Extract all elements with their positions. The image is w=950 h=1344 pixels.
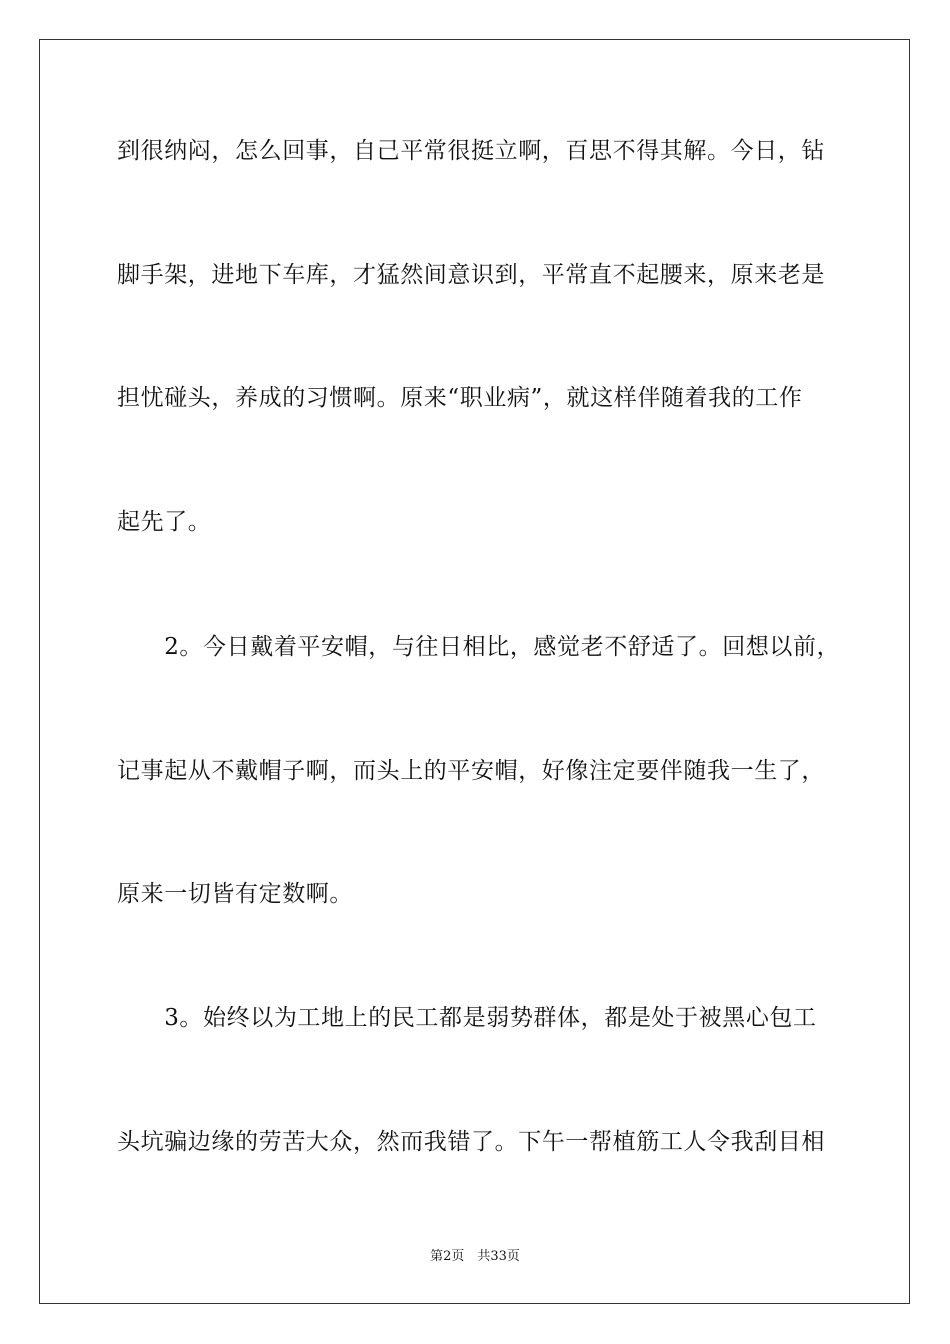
text-line-6: 记事起从不戴帽子啊，而头上的平安帽，好像注定要伴随我一生了， <box>117 758 825 784</box>
text-line-1: 到很纳闷，怎么回事，自己平常很挺立啊，百思不得其解。今日，钻 <box>117 138 825 164</box>
page-number-footer: 第2页 共33页 <box>430 1249 520 1264</box>
text-line-4: 起先了。 <box>117 509 212 535</box>
text-line-2: 脚手架，进地下车库，才猛然间意识到，平常直不起腰来，原来老是 <box>117 262 825 288</box>
text-line-8: 3。始终以为工地上的民工都是弱势群体，都是处于被黑心包工 <box>117 1005 817 1031</box>
text-line-7: 原来一切皆有定数啊。 <box>117 881 353 907</box>
text-line-3: 担忧碰头，养成的习惯啊。原来“职业病”，就这样伴随着我的工作 <box>117 385 803 411</box>
text-line-9: 头坑骗边缘的劳苦大众，然而我错了。下午一帮植筋工人令我刮目相 <box>117 1129 825 1155</box>
text-line-5: 2。今日戴着平安帽，与往日相比，感觉老不舒适了。回想以前， <box>117 634 841 660</box>
page-border <box>39 39 910 1304</box>
